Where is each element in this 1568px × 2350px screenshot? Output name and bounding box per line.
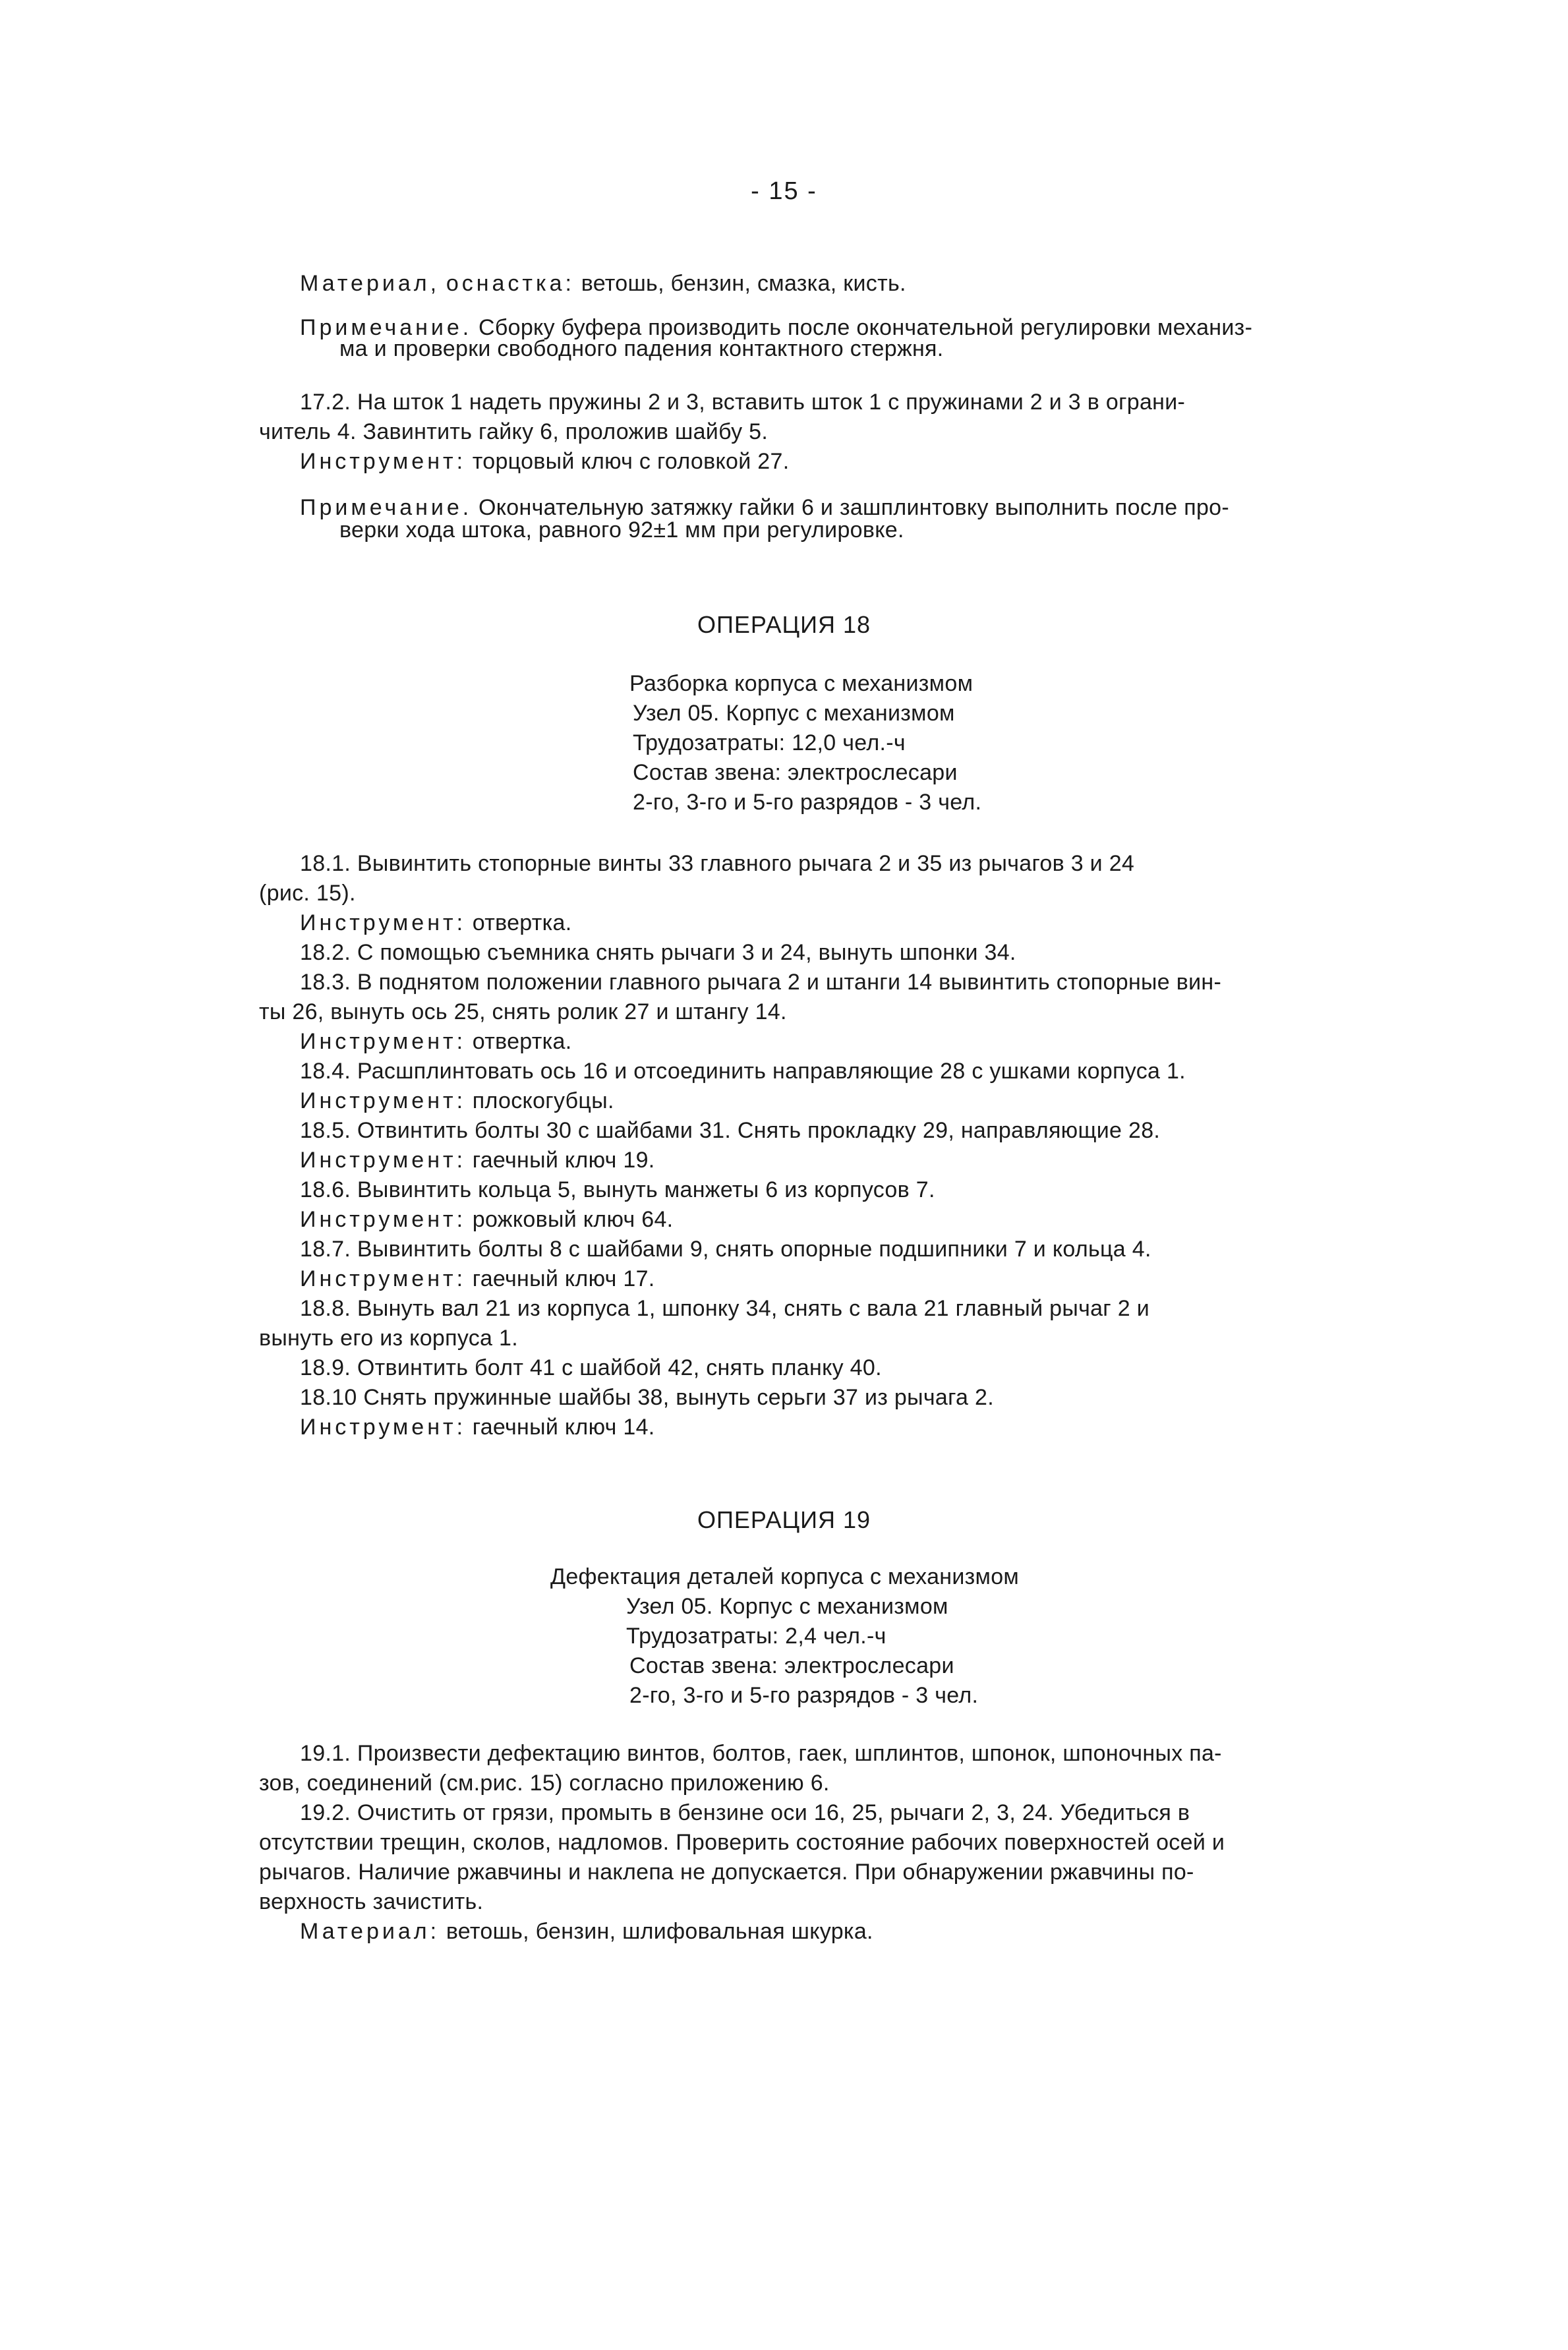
tool-label: Инструмент: xyxy=(300,1029,467,1054)
tool-label: Инструмент: xyxy=(300,910,467,935)
op19-line-1: 19.1. Произвести дефектацию винтов, болтов, гаек, шплинтов, шпонок, шпоночных па- xyxy=(300,1741,1222,1766)
tool-line xyxy=(300,447,789,476)
op18-line-18: 18.9. Отвинтить болт 41 с шайбой 42, снять планку 40. xyxy=(300,1355,882,1380)
op19-info-4: Состав звена: электрослесари xyxy=(629,1653,954,1678)
note-2-line-2: верки хода штока, равного 92±1 мм при регулировке. xyxy=(339,517,904,543)
note-label: Примечание. xyxy=(300,495,473,520)
op18-line-8: 18.4. Расшплинтовать ось 16 и отсоединить направляющие 28 с ушками корпуса 1. xyxy=(300,1059,1186,1084)
tool-text: гаечный ключ 14. xyxy=(472,1415,655,1440)
op18-line-3 xyxy=(300,908,572,937)
material-line xyxy=(300,269,906,298)
tool-label: Инструмент: xyxy=(300,449,467,474)
material-label: Материал: xyxy=(300,1919,440,1944)
op19-info-5: 2-го, 3-го и 5-го разрядов - 3 чел. xyxy=(629,1683,979,1708)
op18-line-14: 18.7. Вывинтить болты 8 с шайбами 9, снять опорные подшипники 7 и кольца 4. xyxy=(300,1237,1151,1262)
op18-info-2: Узел 05. Корпус с механизмом xyxy=(633,701,955,726)
material-label-2: оснастка: xyxy=(446,271,575,296)
op19-line-3: 19.2. Очистить от грязи, промыть в бензине оси 16, 25, рычаги 2, 3, 24. Убедиться в xyxy=(300,1800,1190,1825)
op18-line-2: (рис. 15). xyxy=(259,881,356,906)
op18-line-20 xyxy=(300,1413,655,1442)
op18-info-3: Трудозатраты: 12,0 чел.-ч xyxy=(633,730,906,755)
tool-label: Инструмент: xyxy=(300,1266,467,1291)
material-text: ветошь, бензин, смазка, кисть. xyxy=(581,271,906,296)
tool-text: гаечный ключ 17. xyxy=(472,1266,655,1291)
op18-line-15 xyxy=(300,1264,655,1293)
note-text: Окончательную затяжку гайки 6 и зашплинтовку выполнить после про- xyxy=(479,495,1229,520)
tool-text: плоскогубцы. xyxy=(472,1088,614,1113)
op18-line-9 xyxy=(300,1086,614,1115)
tool-label: Инструмент: xyxy=(300,1415,467,1440)
note-text: Сборку буфера производить после окончательной регулировки механиз- xyxy=(479,315,1253,340)
op18-info-1: Разборка корпуса с механизмом xyxy=(629,671,973,696)
op19-info-3: Трудозатраты: 2,4 чел.-ч xyxy=(626,1624,886,1649)
op18-line-17: вынуть его из корпуса 1. xyxy=(259,1326,518,1351)
operation-19-title: ОПЕРАЦИЯ 19 xyxy=(697,1506,871,1533)
op19-line-5: рычагов. Наличие ржавчины и наклепа не допускается. При обнаружении ржавчины по- xyxy=(259,1860,1194,1885)
tool-text: гаечный ключ 19. xyxy=(472,1148,655,1173)
tool-text: торцовый ключ с головкой 27. xyxy=(472,449,790,474)
op18-line-4: 18.2. С помощью съемника снять рычаги 3 и 24, вынуть шпонки 34. xyxy=(300,940,1016,965)
item-17-2-line-1: 17.2. На шток 1 надеть пружины 2 и 3, вставить шток 1 с пружинами 2 и 3 в ограни- xyxy=(300,390,1186,415)
op18-line-10: 18.5. Отвинтить болты 30 с шайбами 31. Снять прокладку 29, направляющие 28. xyxy=(300,1118,1161,1143)
material-label: Материал, xyxy=(300,271,440,296)
op19-line-2: зов, соединений (см.рис. 15) согласно приложению 6. xyxy=(259,1771,830,1796)
note-1-line-2: ма и проверки свободного падения контактного стержня. xyxy=(339,336,944,361)
note-label: Примечание. xyxy=(300,315,473,340)
op18-info-5: 2-го, 3-го и 5-го разрядов - 3 чел. xyxy=(633,790,982,815)
op19-line-7 xyxy=(300,1917,873,1946)
op18-line-5: 18.3. В поднятом положении главного рычага 2 и штанги 14 вывинтить стопорные вин- xyxy=(300,970,1222,995)
tool-text: отвертка. xyxy=(472,1029,572,1054)
op19-line-4: отсутствии трещин, сколов, надломов. Проверить состояние рабочих поверхностей осей и xyxy=(259,1830,1225,1855)
material-text: ветошь, бензин, шлифовальная шкурка. xyxy=(446,1919,873,1944)
op18-line-6: ты 26, вынуть ось 25, снять ролик 27 и штангу 14. xyxy=(259,999,787,1024)
tool-label: Инструмент: xyxy=(300,1148,467,1173)
tool-label: Инструмент: xyxy=(300,1088,467,1113)
op18-line-12: 18.6. Вывинтить кольца 5, вынуть манжеты 6 из корпусов 7. xyxy=(300,1177,935,1202)
op18-line-16: 18.8. Вынуть вал 21 из корпуса 1, шпонку 34, снять с вала 21 главный рычаг 2 и xyxy=(300,1296,1150,1321)
operation-18-title: ОПЕРАЦИЯ 18 xyxy=(697,611,871,638)
op18-info-4: Состав звена: электрослесари xyxy=(633,760,958,785)
op18-line-13 xyxy=(300,1205,673,1234)
op18-line-7 xyxy=(300,1027,572,1056)
item-17-2-line-2: читель 4. Завинтить гайку 6, проложив шайбу 5. xyxy=(259,419,769,444)
op18-line-11 xyxy=(300,1146,655,1175)
op19-info-2: Узел 05. Корпус с механизмом xyxy=(626,1594,948,1619)
op18-line-1: 18.1. Вывинтить стопорные винты 33 главного рычага 2 и 35 из рычагов 3 и 24 xyxy=(300,851,1135,876)
tool-label: Инструмент: xyxy=(300,1207,467,1232)
page-number: - 15 - xyxy=(751,177,817,205)
tool-text: рожковый ключ 64. xyxy=(472,1207,674,1232)
op18-line-19: 18.10 Снять пружинные шайбы 38, вынуть серьги 37 из рычага 2. xyxy=(300,1385,994,1410)
op19-line-6: верхность зачистить. xyxy=(259,1889,484,1914)
tool-text: отвертка. xyxy=(472,910,572,935)
op19-info-1: Дефектация деталей корпуса с механизмом xyxy=(550,1564,1020,1589)
